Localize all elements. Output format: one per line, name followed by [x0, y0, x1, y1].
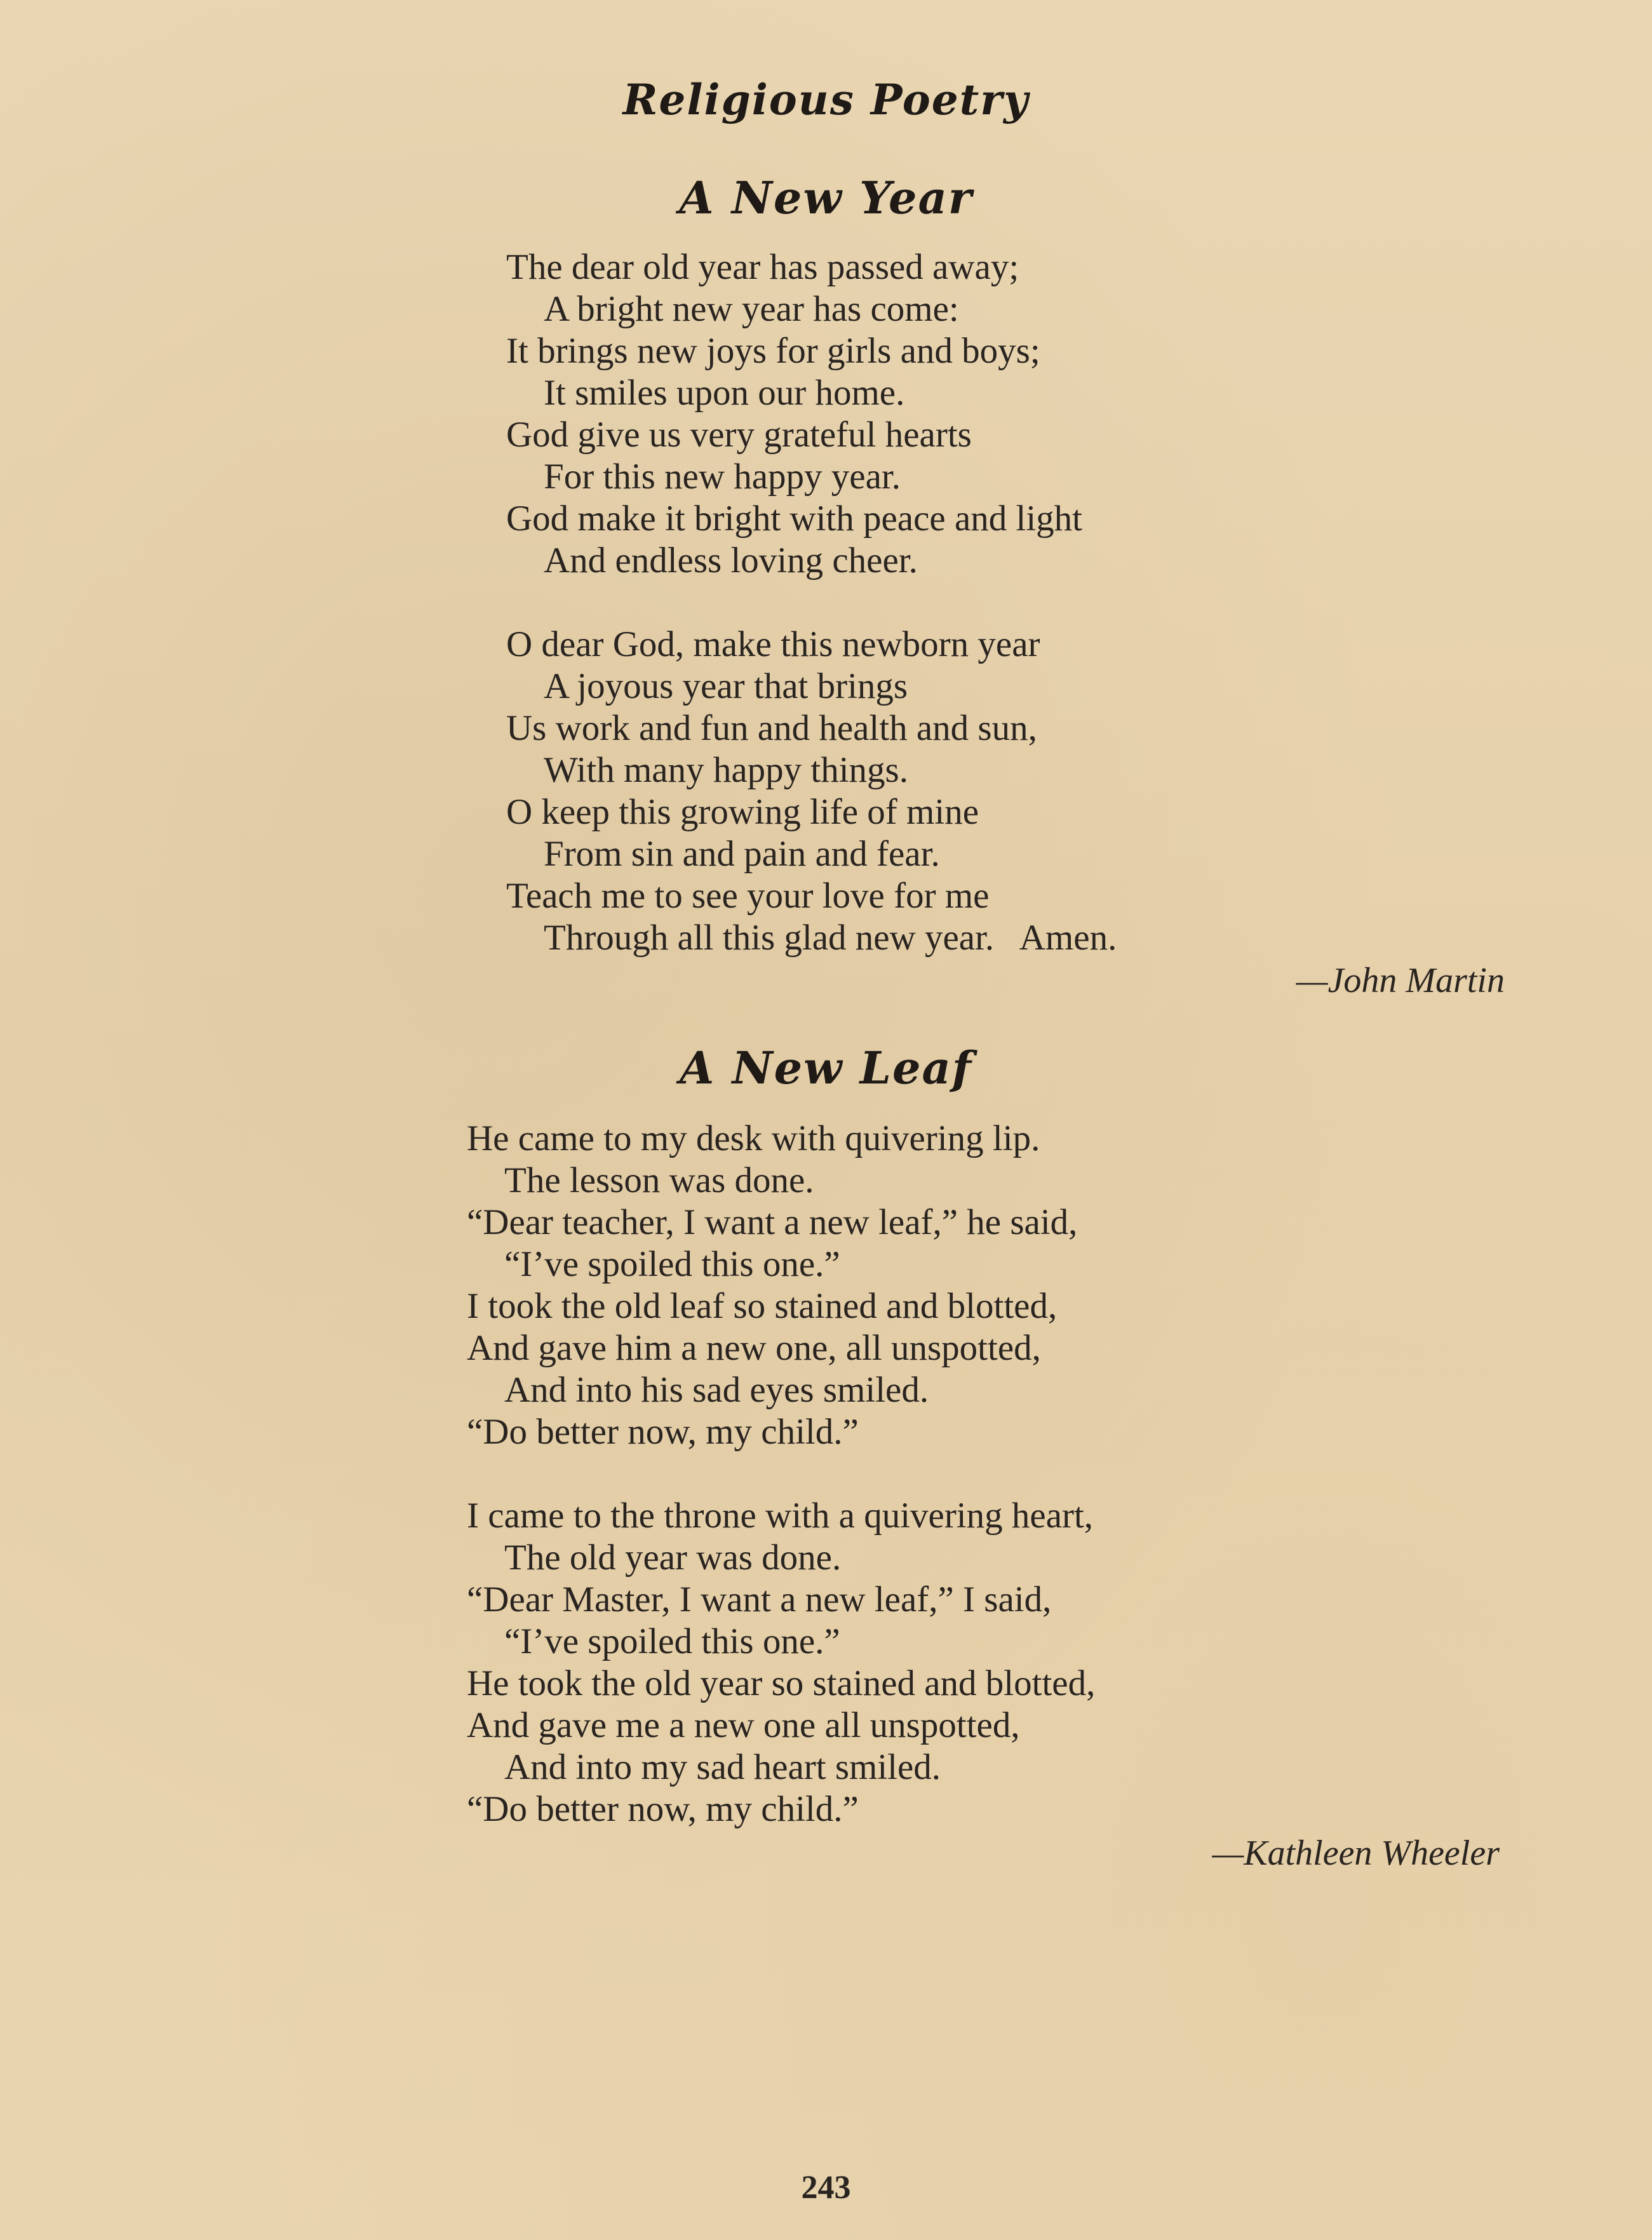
poem-line: God make it bright with peace and light	[506, 499, 1083, 539]
poem-line: Us work and fun and health and sun,	[506, 708, 1037, 748]
poem-line: And into his sad eyes smiled.	[504, 1370, 929, 1410]
poem-line: A bright new year has come:	[544, 289, 959, 329]
poem-new-year	[506, 246, 1522, 959]
poem-line: “Dear Master, I want a new leaf,” I said,	[467, 1579, 1052, 1620]
running-head: Religious Poetry	[622, 75, 1030, 124]
poem-line: “I’ve spoiled this one.”	[504, 1621, 840, 1661]
poem-line: The lesson was done.	[504, 1160, 814, 1200]
poem-line: O keep this growing life of mine	[506, 792, 979, 832]
poem-line: A joyous year that brings	[544, 666, 908, 706]
poem-line: I took the old leaf so stained and blotted,	[467, 1286, 1058, 1326]
poem-line: And gave him a new one, all unspotted,	[467, 1328, 1041, 1368]
poem-new-leaf	[467, 1118, 1547, 1830]
poem-title-new-leaf: A New Leaf	[679, 1042, 973, 1094]
poem-line: “I’ve spoiled this one.”	[504, 1244, 840, 1284]
poem-line: “Do better now, my child.”	[467, 1789, 859, 1829]
poem-line: With many happy things.	[544, 750, 908, 790]
poem-line: “Do better now, my child.”	[467, 1412, 859, 1452]
poem-line: I came to the throne with a quivering heart,	[467, 1496, 1094, 1536]
attribution-kathleen-wheeler: —Kathleen Wheeler	[1212, 1834, 1500, 1873]
poem-line: For this new happy year.	[544, 457, 901, 497]
poem-line: God give us very grateful hearts	[506, 415, 972, 455]
poem-line: It smiles upon our home.	[544, 373, 905, 413]
page-number: 243	[801, 2170, 851, 2206]
poem-line: And gave me a new one all unspotted,	[467, 1705, 1020, 1745]
stanza-break	[467, 1453, 1547, 1495]
poem-line: Through all this glad new year. Amen.	[544, 918, 1117, 958]
poem-line: He took the old year so stained and blotted,	[467, 1663, 1096, 1703]
poem-line: “Dear teacher, I want a new leaf,” he said,	[467, 1202, 1078, 1242]
poem-line: The old year was done.	[504, 1538, 842, 1578]
stanza-break	[506, 582, 1522, 624]
poem-line: The dear old year has passed away;	[506, 247, 1019, 287]
poem-line: And into my sad heart smiled.	[504, 1747, 941, 1787]
poem-line: O dear God, make this newborn year	[506, 624, 1040, 664]
attribution-john-martin: —John Martin	[1296, 961, 1505, 1000]
poem-line: And endless loving cheer.	[544, 540, 918, 580]
poem-line: It brings new joys for girls and boys;	[506, 331, 1040, 371]
poem-line: He came to my desk with quivering lip.	[467, 1118, 1040, 1158]
poem-line: From sin and pain and fear.	[544, 834, 940, 874]
poem-line: Teach me to see your love for me	[506, 876, 990, 916]
poem-title-new-year: A New Year	[679, 171, 973, 224]
